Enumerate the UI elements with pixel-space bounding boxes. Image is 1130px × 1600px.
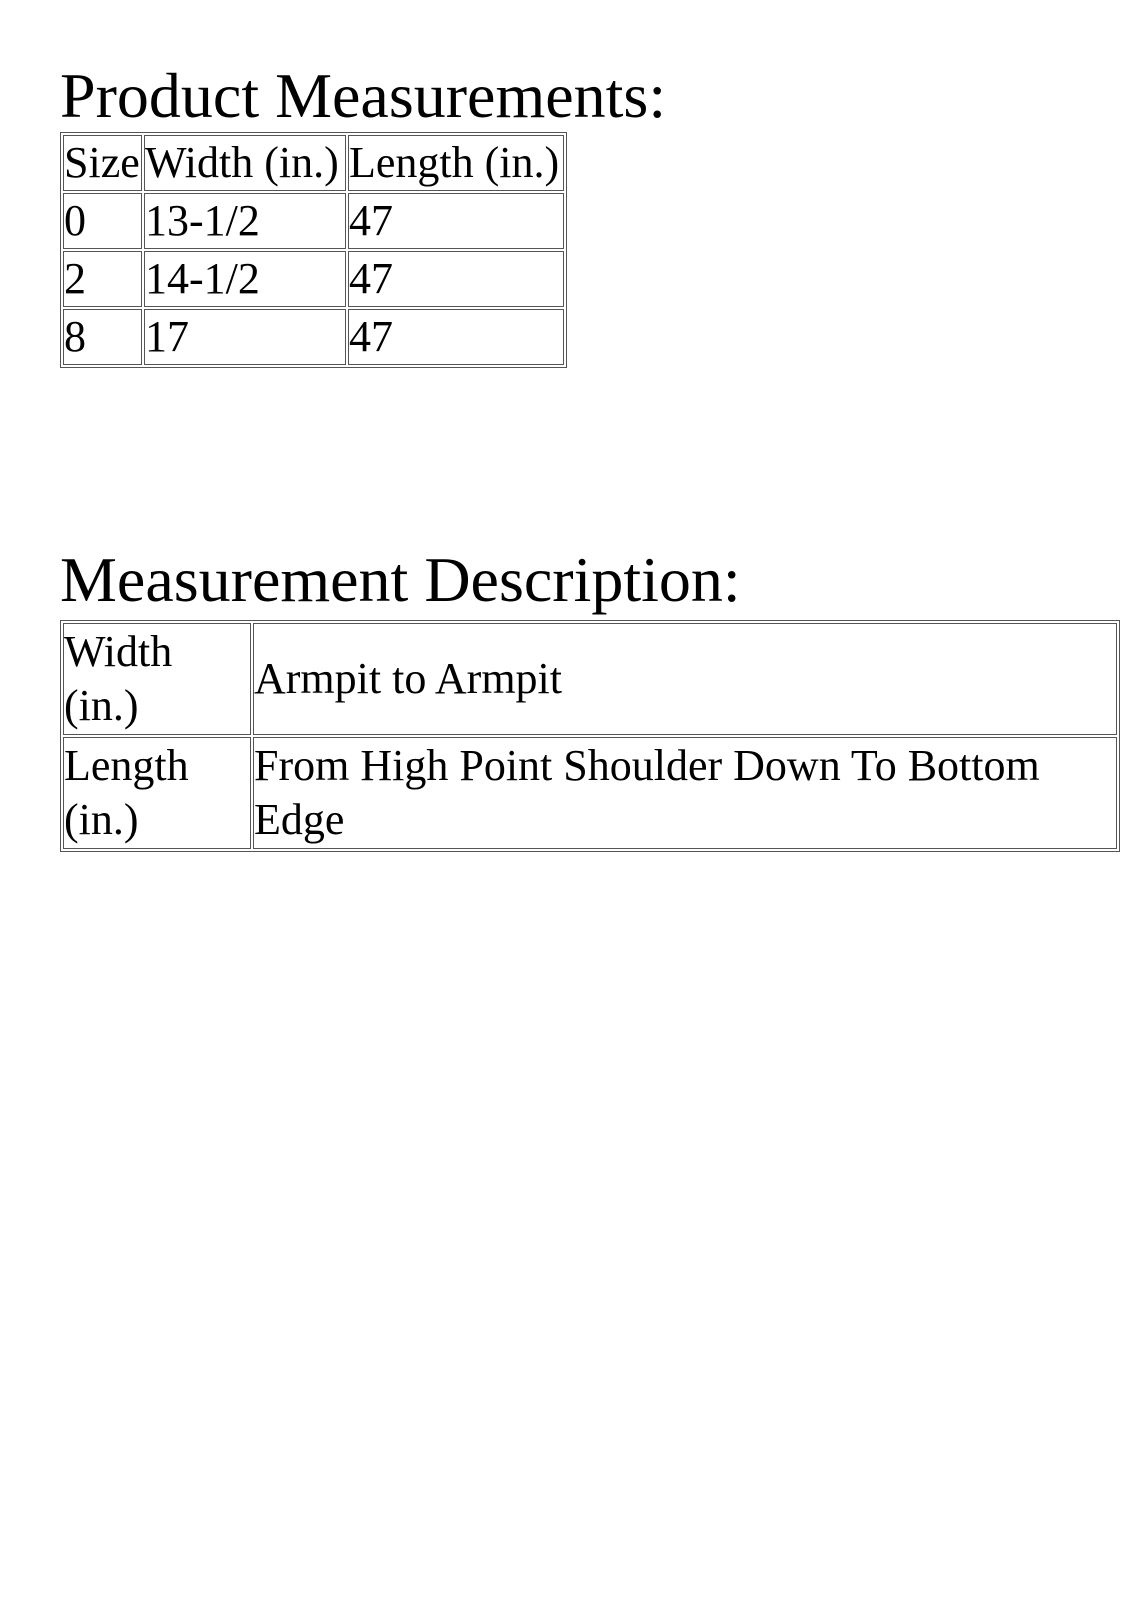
table-row bbox=[63, 193, 564, 249]
cell-size: 8 bbox=[63, 309, 142, 365]
table-row bbox=[63, 623, 1117, 735]
description-title: Measurement Description: bbox=[60, 544, 741, 615]
description-term: Width (in.) bbox=[63, 623, 251, 735]
description-text: Armpit to Armpit bbox=[253, 623, 1117, 735]
cell-size: 2 bbox=[63, 251, 142, 307]
table-header-row bbox=[63, 135, 564, 191]
cell-width: 14-1/2 bbox=[144, 251, 346, 307]
header-size: Size bbox=[63, 135, 142, 191]
header-width: Width (in.) bbox=[144, 135, 346, 191]
description-text: From High Point Shoulder Down To Bottom Edge bbox=[253, 737, 1117, 849]
table-row bbox=[63, 251, 564, 307]
header-length: Length (in.) bbox=[348, 135, 564, 191]
measurements-table bbox=[60, 132, 567, 368]
measurements-title: Product Measurements: bbox=[60, 60, 667, 131]
cell-length: 47 bbox=[348, 251, 564, 307]
cell-length: 47 bbox=[348, 193, 564, 249]
cell-width: 17 bbox=[144, 309, 346, 365]
table-row bbox=[63, 737, 1117, 849]
description-table bbox=[60, 620, 1120, 852]
table-row bbox=[63, 309, 564, 365]
cell-width: 13-1/2 bbox=[144, 193, 346, 249]
description-term: Length (in.) bbox=[63, 737, 251, 849]
cell-length: 47 bbox=[348, 309, 564, 365]
cell-size: 0 bbox=[63, 193, 142, 249]
